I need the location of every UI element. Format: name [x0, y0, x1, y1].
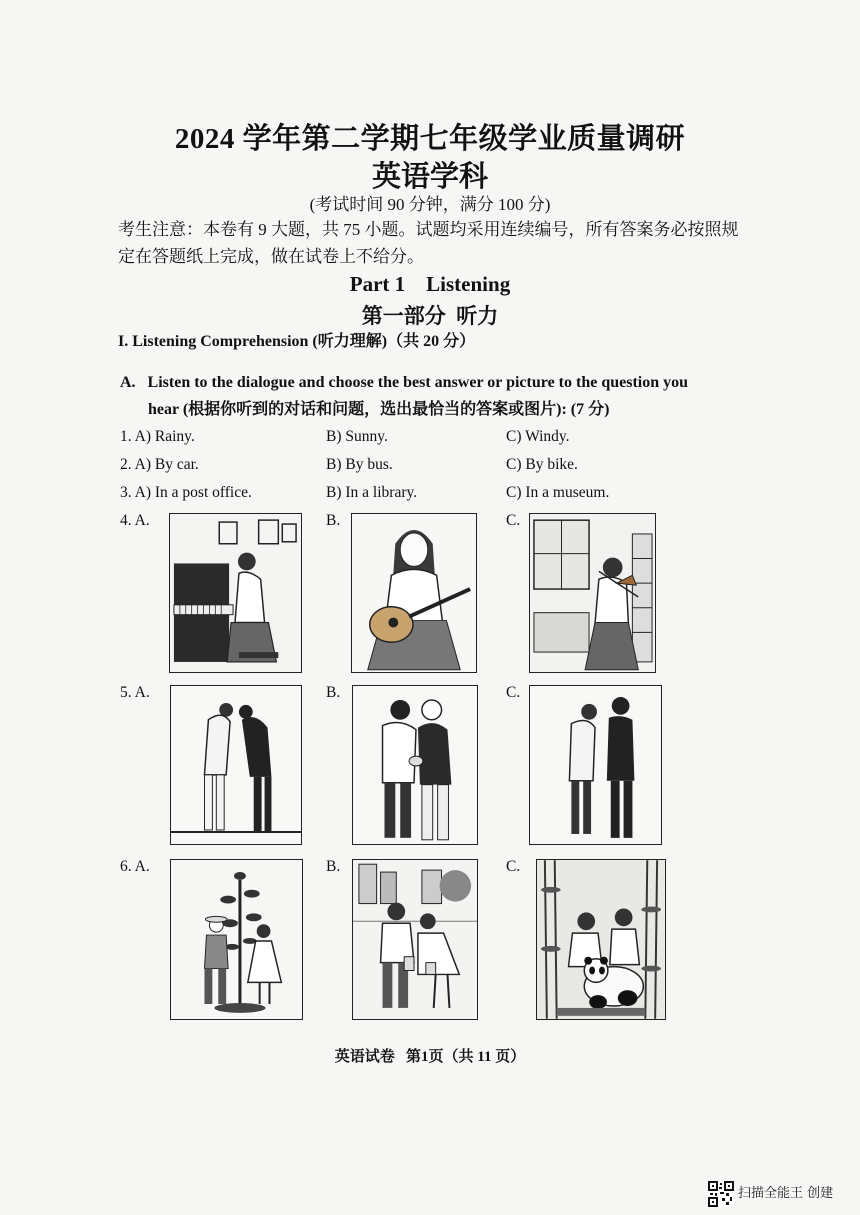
option-c: C) Windy. — [506, 428, 570, 445]
question-number: 2. — [120, 456, 132, 473]
question-4-label: 4. A. — [120, 512, 150, 529]
option-c: C) By bike. — [506, 456, 578, 473]
question-6-c-label: C. — [506, 858, 521, 875]
picture-5c-nodding[interactable] — [529, 685, 662, 845]
subject-title: 英语学科 — [371, 161, 488, 193]
question-6-b-label: B. — [326, 858, 341, 875]
section-a-line-2: hear (根据你听到的对话和问题，选出最恰当的答案或图片): (7 分) — [148, 401, 610, 418]
option-b: B) By bus. — [326, 456, 393, 473]
picture-5b-handshake[interactable] — [352, 685, 478, 845]
question-6-label: 6. A. — [120, 858, 150, 875]
exam-info: (考试时间 90 分钟，满分 100 分) — [309, 195, 551, 214]
question-2 — [120, 456, 199, 474]
option-b: B) Sunny. — [326, 428, 388, 445]
question-1 — [120, 428, 195, 446]
notice-line-2: 定在答题纸上完成，做在试卷上不给分。 — [118, 247, 424, 266]
picture-4c-violin[interactable] — [529, 513, 656, 673]
part-title-en: Part 1 Listening — [349, 272, 511, 296]
scanner-watermark: 扫描全能王 创建 — [738, 1186, 834, 1201]
question-3 — [120, 484, 252, 502]
picture-6c-panda[interactable] — [536, 859, 666, 1020]
notice-line-1: 考生注意：本卷有 9 大题，共 75 小题。试题均采用连续编号，所有答案务必按照规 — [118, 220, 739, 239]
question-5-b-label: B. — [326, 684, 341, 701]
picture-4a-piano[interactable] — [169, 513, 302, 673]
question-4-c-label: C. — [506, 512, 521, 529]
section-title: I. Listening Comprehension (听力理解)（共 20 分） — [118, 333, 476, 350]
picture-6a-tree-planting[interactable] — [170, 859, 303, 1020]
question-4-b-label: B. — [326, 512, 341, 529]
question-number: 1. — [120, 428, 132, 445]
question-5-c-label: C. — [506, 684, 521, 701]
exam-title: 2024 学年第二学期七年级学业质量调研 — [174, 123, 686, 155]
part-title-zh: 第一部分 听力 — [361, 304, 499, 328]
option-b: B) In a library. — [326, 484, 418, 501]
qr-code-icon — [708, 1181, 734, 1207]
option-a: A) By car. — [134, 456, 199, 473]
question-5-label: 5. A. — [120, 684, 150, 701]
option-c: C) In a museum. — [506, 484, 610, 501]
section-a-line-1: A. Listen to the dialogue and choose the best answer or picture to the question you — [120, 374, 689, 391]
picture-6b-cleaning[interactable] — [352, 859, 478, 1020]
page-footer: 英语试卷 第1页（共 11 页） — [334, 1049, 526, 1065]
section-a-instructions — [120, 369, 760, 423]
picture-4b-guitar[interactable] — [351, 513, 477, 673]
picture-5a-bowing[interactable] — [170, 685, 302, 845]
question-number: 3. — [120, 484, 132, 501]
option-a: A) Rainy. — [134, 428, 195, 445]
option-a: A) In a post office. — [134, 484, 252, 501]
